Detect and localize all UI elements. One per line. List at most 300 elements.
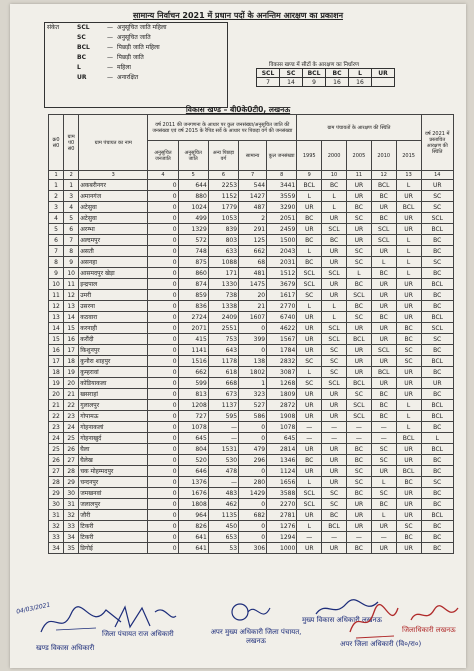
table-cell: गुलालपुर bbox=[79, 400, 148, 411]
signature-label-cdo: मुख्य विकास अधिकारी लखनऊ bbox=[302, 616, 382, 624]
table-cell: 6740 bbox=[267, 312, 297, 323]
table-cell: SC bbox=[297, 378, 322, 389]
legend-row bbox=[45, 33, 227, 43]
table-cell: 1135 bbox=[208, 510, 238, 521]
table-cell: BC bbox=[371, 268, 396, 279]
table-cell: 875 bbox=[178, 257, 208, 268]
legend-description: महिला bbox=[117, 64, 131, 71]
table-row bbox=[49, 400, 454, 411]
table-cell: L bbox=[396, 268, 421, 279]
table-cell: 10 bbox=[49, 279, 64, 290]
signature-amo-scribble bbox=[222, 598, 272, 628]
signature-dm-scribble bbox=[408, 602, 462, 628]
table-cell: 2770 bbox=[267, 301, 297, 312]
legend-row bbox=[45, 43, 227, 53]
header-2010: 2010 bbox=[371, 141, 396, 171]
table-cell: 34 bbox=[49, 543, 64, 554]
column-number-row bbox=[49, 171, 454, 180]
table-cell: 0 bbox=[239, 433, 267, 444]
table-cell: BC bbox=[421, 543, 453, 554]
legend-row bbox=[45, 53, 227, 63]
table-cell: L bbox=[396, 246, 421, 257]
table-cell: 595 bbox=[208, 411, 238, 422]
table-row bbox=[49, 224, 454, 235]
table-cell: 7 bbox=[64, 235, 79, 246]
table-cell: 32 bbox=[64, 510, 79, 521]
table-cell: 1141 bbox=[178, 345, 208, 356]
table-cell: 2459 bbox=[267, 224, 297, 235]
table-cell: UR bbox=[371, 246, 396, 257]
table-cell: 415 bbox=[178, 334, 208, 345]
table-cell: 3588 bbox=[267, 488, 297, 499]
table-cell: BCL bbox=[346, 334, 371, 345]
table-cell: 1567 bbox=[267, 334, 297, 345]
table-cell: SC bbox=[421, 334, 453, 345]
table-cell: 0 bbox=[148, 466, 178, 477]
signature-label-amo: अपर मुख्य अधिकारी जिला पंचायत, लखनऊ bbox=[210, 628, 302, 645]
table-cell: SCL bbox=[297, 488, 322, 499]
legend-row bbox=[45, 63, 227, 73]
table-cell: L bbox=[297, 477, 322, 488]
table-cell: — bbox=[371, 433, 396, 444]
table-cell: SC bbox=[322, 488, 347, 499]
table-cell: L bbox=[297, 191, 322, 202]
table-cell: 19 bbox=[49, 378, 64, 389]
table-cell: 8 bbox=[64, 246, 79, 257]
table-cell: इन्द्रपाल bbox=[79, 279, 148, 290]
legend-code: BC bbox=[77, 54, 86, 61]
table-cell: 3087 bbox=[267, 367, 297, 378]
table-cell: 1376 bbox=[178, 477, 208, 488]
table-cell: UR bbox=[346, 235, 371, 246]
table-cell: 481 bbox=[239, 268, 267, 279]
table-cell: UR bbox=[371, 334, 396, 345]
table-row bbox=[49, 323, 454, 334]
table-cell: — bbox=[371, 532, 396, 543]
table-cell: BC bbox=[421, 301, 453, 312]
table-cell: उसरना bbox=[79, 301, 148, 312]
table-cell: SC bbox=[421, 202, 453, 213]
table-cell: UR bbox=[396, 444, 421, 455]
table-cell: BC bbox=[371, 400, 396, 411]
table-cell: 399 bbox=[239, 334, 267, 345]
table-cell: 8 bbox=[49, 257, 64, 268]
table-cell: 0 bbox=[239, 499, 267, 510]
table-cell: — bbox=[297, 433, 322, 444]
table-cell: 1276 bbox=[267, 521, 297, 532]
legend-code: UR bbox=[77, 74, 87, 81]
table-cell: UR bbox=[396, 367, 421, 378]
table-cell: — bbox=[297, 422, 322, 433]
table-cell: 1676 bbox=[178, 488, 208, 499]
table-cell: 2071 bbox=[178, 323, 208, 334]
quota-table bbox=[256, 68, 395, 87]
legend-description: अनुसूचित जाति महिला bbox=[117, 24, 167, 31]
table-cell: 3441 bbox=[267, 180, 297, 191]
table-cell: 6 bbox=[64, 224, 79, 235]
legend-code: L bbox=[77, 64, 81, 71]
table-cell: 0 bbox=[148, 411, 178, 422]
table-cell: 0 bbox=[148, 312, 178, 323]
table-row bbox=[49, 191, 454, 202]
table-row bbox=[49, 290, 454, 301]
table-cell: 450 bbox=[208, 521, 238, 532]
table-cell: UR bbox=[396, 301, 421, 312]
table-row bbox=[49, 510, 454, 521]
table-cell: जमखनवां bbox=[79, 488, 148, 499]
table-cell: 4622 bbox=[267, 323, 297, 334]
table-cell: UR bbox=[371, 279, 396, 290]
table-cell: 2031 bbox=[267, 257, 297, 268]
table-cell: BCL bbox=[346, 378, 371, 389]
table-row bbox=[49, 312, 454, 323]
table-cell: 633 bbox=[208, 246, 238, 257]
table-cell: SC bbox=[346, 312, 371, 323]
table-cell: L bbox=[396, 235, 421, 246]
table-cell: 0 bbox=[148, 455, 178, 466]
table-cell: 1516 bbox=[178, 356, 208, 367]
table-cell: 138 bbox=[239, 356, 267, 367]
table-cell: 68 bbox=[239, 257, 267, 268]
table-cell: SCL bbox=[297, 279, 322, 290]
table-cell: UR bbox=[322, 543, 347, 554]
table-cell: 1429 bbox=[239, 488, 267, 499]
table-cell: SC bbox=[421, 257, 453, 268]
column-number: 2 bbox=[64, 171, 79, 180]
table-cell: 0 bbox=[239, 422, 267, 433]
table-cell: BCL bbox=[421, 356, 453, 367]
table-cell: 0 bbox=[239, 466, 267, 477]
table-cell: 1329 bbox=[178, 224, 208, 235]
table-cell: 1779 bbox=[208, 202, 238, 213]
table-cell: 641 bbox=[178, 543, 208, 554]
table-cell: 31 bbox=[49, 510, 64, 521]
table-cell: 618 bbox=[208, 367, 238, 378]
table-row bbox=[49, 444, 454, 455]
table-cell: SCL bbox=[322, 334, 347, 345]
table-cell: 1 bbox=[49, 180, 64, 191]
table-cell: BC bbox=[396, 532, 421, 543]
table-cell: 0 bbox=[148, 180, 178, 191]
table-cell: SC bbox=[322, 345, 347, 356]
table-cell: — bbox=[371, 422, 396, 433]
signature-adm-scribble bbox=[346, 602, 402, 644]
table-cell: — bbox=[322, 532, 347, 543]
table-cell: BCL bbox=[421, 312, 453, 323]
table-cell: UR bbox=[322, 290, 347, 301]
table-cell: L bbox=[421, 433, 453, 444]
table-cell: UR bbox=[371, 356, 396, 367]
column-number: 11 bbox=[346, 171, 371, 180]
table-cell: UR bbox=[297, 334, 322, 345]
header-obc: अन्य पिछड़ा वर्ग bbox=[208, 141, 238, 171]
table-cell: 0 bbox=[239, 521, 267, 532]
table-cell: 29 bbox=[49, 488, 64, 499]
table-cell: BC bbox=[346, 543, 371, 554]
table-cell: SCL bbox=[371, 224, 396, 235]
table-row bbox=[49, 213, 454, 224]
table-cell: 1330 bbox=[208, 279, 238, 290]
table-cell: 645 bbox=[267, 433, 297, 444]
table-cell: UR bbox=[371, 378, 396, 389]
table-cell: 1802 bbox=[239, 367, 267, 378]
table-cell: UR bbox=[371, 290, 396, 301]
table-cell: अरम्भा bbox=[79, 224, 148, 235]
table-cell: BCL bbox=[421, 279, 453, 290]
table-cell: 2814 bbox=[267, 444, 297, 455]
table-cell: 859 bbox=[178, 290, 208, 301]
table-cell: UR bbox=[322, 466, 347, 477]
table-cell: 2051 bbox=[267, 213, 297, 224]
table-cell: 803 bbox=[208, 235, 238, 246]
column-number: 10 bbox=[322, 171, 347, 180]
table-cell: 2551 bbox=[208, 323, 238, 334]
table-cell: UR bbox=[396, 213, 421, 224]
header-panchayat-no: ग्राम पं0 सं0 bbox=[64, 115, 79, 171]
table-cell: 646 bbox=[178, 466, 208, 477]
table-row bbox=[49, 532, 454, 543]
table-cell: 483 bbox=[208, 488, 238, 499]
table-cell: 24 bbox=[49, 433, 64, 444]
table-cell: किशुनपुर bbox=[79, 345, 148, 356]
table-cell: 1617 bbox=[267, 290, 297, 301]
table-cell: 1808 bbox=[178, 499, 208, 510]
table-cell: 1024 bbox=[178, 202, 208, 213]
table-cell: 23 bbox=[64, 411, 79, 422]
header-st: अनुसूचित जनजाति bbox=[148, 141, 178, 171]
table-cell: SCL bbox=[322, 268, 347, 279]
table-cell: 18 bbox=[49, 367, 64, 378]
legend-code: SC bbox=[77, 34, 86, 41]
table-cell: 662 bbox=[178, 367, 208, 378]
table-cell: गोहनाखुर्द bbox=[79, 433, 148, 444]
table-cell: UR bbox=[396, 543, 421, 554]
table-cell: UR bbox=[297, 466, 322, 477]
table-cell: BCL bbox=[371, 180, 396, 191]
table-cell: 12 bbox=[64, 290, 79, 301]
table-cell: UR bbox=[371, 543, 396, 554]
table-cell: गोपामऊ bbox=[79, 411, 148, 422]
table-cell: 0 bbox=[148, 477, 178, 488]
table-row bbox=[49, 246, 454, 257]
table-cell: UR bbox=[322, 389, 347, 400]
table-row bbox=[49, 301, 454, 312]
table-cell: 0 bbox=[148, 279, 178, 290]
table-cell: 1137 bbox=[208, 400, 238, 411]
legend-dash: — bbox=[107, 64, 113, 71]
table-cell: SCL bbox=[297, 268, 322, 279]
table-cell: 32 bbox=[49, 521, 64, 532]
table-cell: L bbox=[371, 510, 396, 521]
table-cell: 682 bbox=[239, 510, 267, 521]
table-cell: 0 bbox=[148, 191, 178, 202]
table-cell: UR bbox=[396, 488, 421, 499]
table-cell: 1656 bbox=[267, 477, 297, 488]
table-cell: 7 bbox=[49, 246, 64, 257]
table-cell: 16 bbox=[64, 334, 79, 345]
table-cell: SCL bbox=[371, 235, 396, 246]
legend-dash: — bbox=[107, 74, 113, 81]
quota-header: SCL bbox=[257, 69, 280, 78]
table-cell: BCL bbox=[396, 433, 421, 444]
table-cell: 21 bbox=[49, 400, 64, 411]
table-cell: SCL bbox=[371, 345, 396, 356]
quota-header: L bbox=[349, 69, 372, 78]
table-row bbox=[49, 257, 454, 268]
table-cell: L bbox=[297, 521, 322, 532]
table-cell: SC bbox=[396, 345, 421, 356]
table-cell: L bbox=[396, 180, 421, 191]
table-row bbox=[49, 543, 454, 554]
table-row bbox=[49, 477, 454, 488]
column-number: 9 bbox=[297, 171, 322, 180]
table-row bbox=[49, 455, 454, 466]
column-number: 12 bbox=[371, 171, 396, 180]
table-cell: BC bbox=[322, 510, 347, 521]
header-serial: क्र0 सं0 bbox=[49, 115, 64, 171]
table-cell: 2043 bbox=[267, 246, 297, 257]
table-cell: 22 bbox=[49, 411, 64, 422]
table-cell: UR bbox=[297, 224, 322, 235]
header-2000: 2000 bbox=[322, 141, 347, 171]
table-cell: 10 bbox=[64, 268, 79, 279]
table-cell: 9 bbox=[64, 257, 79, 268]
legend-heading: संकेत bbox=[47, 24, 60, 31]
table-cell: 13 bbox=[49, 312, 64, 323]
table-cell: 826 bbox=[178, 521, 208, 532]
table-cell: UR bbox=[371, 323, 396, 334]
header-name: ग्राम पंचायत का नाम bbox=[79, 115, 148, 171]
table-cell: 839 bbox=[208, 224, 238, 235]
table-cell: 19 bbox=[64, 367, 79, 378]
table-cell: L bbox=[396, 422, 421, 433]
table-cell: 33 bbox=[49, 532, 64, 543]
table-cell: SC bbox=[421, 191, 453, 202]
table-cell: 586 bbox=[239, 411, 267, 422]
table-cell: 280 bbox=[239, 477, 267, 488]
table-cell: 0 bbox=[148, 521, 178, 532]
table-row bbox=[49, 466, 454, 477]
table-cell: BCL bbox=[322, 521, 347, 532]
table-cell: 33 bbox=[64, 521, 79, 532]
table-cell: BC bbox=[421, 532, 453, 543]
table-cell: SCL bbox=[421, 323, 453, 334]
table-cell: UR bbox=[346, 521, 371, 532]
table-cell: 0 bbox=[148, 422, 178, 433]
table-cell: UR bbox=[297, 345, 322, 356]
table-row bbox=[49, 521, 454, 532]
table-cell: UR bbox=[297, 444, 322, 455]
table-cell: 804 bbox=[178, 444, 208, 455]
table-cell: 874 bbox=[178, 279, 208, 290]
table-cell: UR bbox=[346, 356, 371, 367]
table-cell: 813 bbox=[178, 389, 208, 400]
legend-code: SCL bbox=[77, 24, 90, 31]
quota-header: BCL bbox=[303, 69, 326, 78]
table-cell: असती bbox=[79, 246, 148, 257]
table-row bbox=[49, 433, 454, 444]
table-cell: UR bbox=[322, 213, 347, 224]
table-cell: 0 bbox=[148, 510, 178, 521]
table-cell: अमानगंज bbox=[79, 191, 148, 202]
legend-description: अनुसूचित जाति bbox=[117, 34, 151, 41]
table-cell: 572 bbox=[178, 235, 208, 246]
table-cell: L bbox=[346, 268, 371, 279]
table-cell: L bbox=[297, 367, 322, 378]
table-cell: 641 bbox=[178, 532, 208, 543]
table-cell: 643 bbox=[208, 345, 238, 356]
table-cell: UR bbox=[297, 510, 322, 521]
table-cell: UR bbox=[396, 389, 421, 400]
table-cell: 31 bbox=[64, 499, 79, 510]
table-cell: 4 bbox=[49, 213, 64, 224]
table-cell: SC bbox=[396, 521, 421, 532]
table-cell: UR bbox=[322, 279, 347, 290]
table-cell: 3679 bbox=[267, 279, 297, 290]
table-cell: BC bbox=[421, 367, 453, 378]
table-cell: 487 bbox=[239, 202, 267, 213]
table-cell: 2832 bbox=[267, 356, 297, 367]
table-cell: L bbox=[396, 400, 421, 411]
table-cell: SC bbox=[346, 477, 371, 488]
table-cell: 727 bbox=[178, 411, 208, 422]
table-cell: 1078 bbox=[267, 422, 297, 433]
table-cell: SCL bbox=[346, 400, 371, 411]
table-cell: 28 bbox=[64, 466, 79, 477]
table-cell: 1500 bbox=[267, 235, 297, 246]
table-cell: 0 bbox=[148, 488, 178, 499]
table-cell: BC bbox=[421, 345, 453, 356]
table-cell: 17 bbox=[49, 356, 64, 367]
table-row bbox=[49, 367, 454, 378]
table-cell: BC bbox=[297, 235, 322, 246]
table-cell: 1346 bbox=[267, 455, 297, 466]
table-row bbox=[49, 389, 454, 400]
header-general: सामान्य bbox=[239, 141, 267, 171]
table-cell: SC bbox=[346, 257, 371, 268]
table-row bbox=[49, 488, 454, 499]
table-cell: SC bbox=[346, 213, 371, 224]
table-cell: 520 bbox=[178, 455, 208, 466]
table-cell: 1908 bbox=[267, 411, 297, 422]
header-history-group: ग्राम पंचायतों के आरक्षण की स्थिति bbox=[297, 115, 421, 141]
table-cell: उमरी bbox=[79, 290, 148, 301]
quota-value: 16 bbox=[326, 78, 349, 87]
table-cell: 20 bbox=[239, 290, 267, 301]
table-cell: 1078 bbox=[178, 422, 208, 433]
table-cell: गोहनाकलां bbox=[79, 422, 148, 433]
table-cell: खसराहां bbox=[79, 389, 148, 400]
table-cell: 171 bbox=[208, 268, 238, 279]
table-cell: — bbox=[346, 422, 371, 433]
table-cell: 3290 bbox=[267, 202, 297, 213]
table-cell: 1512 bbox=[267, 268, 297, 279]
header-sc: अनुसूचित जाति bbox=[178, 141, 208, 171]
table-cell: 24 bbox=[64, 422, 79, 433]
quota-header: UR bbox=[372, 69, 395, 78]
signature-label-adm: अपर जिला अधिकारी (वि०/रा०) bbox=[340, 640, 422, 648]
table-cell: 0 bbox=[239, 323, 267, 334]
table-cell: BC bbox=[421, 235, 453, 246]
table-cell: 35 bbox=[64, 543, 79, 554]
table-cell: 0 bbox=[148, 202, 178, 213]
table-cell: टिकरी bbox=[79, 521, 148, 532]
legend-row bbox=[45, 23, 227, 33]
table-cell: L bbox=[322, 312, 347, 323]
table-cell: 296 bbox=[239, 455, 267, 466]
legend-description: पिछड़ी जाति महिला bbox=[117, 44, 160, 51]
table-cell: BC bbox=[371, 213, 396, 224]
